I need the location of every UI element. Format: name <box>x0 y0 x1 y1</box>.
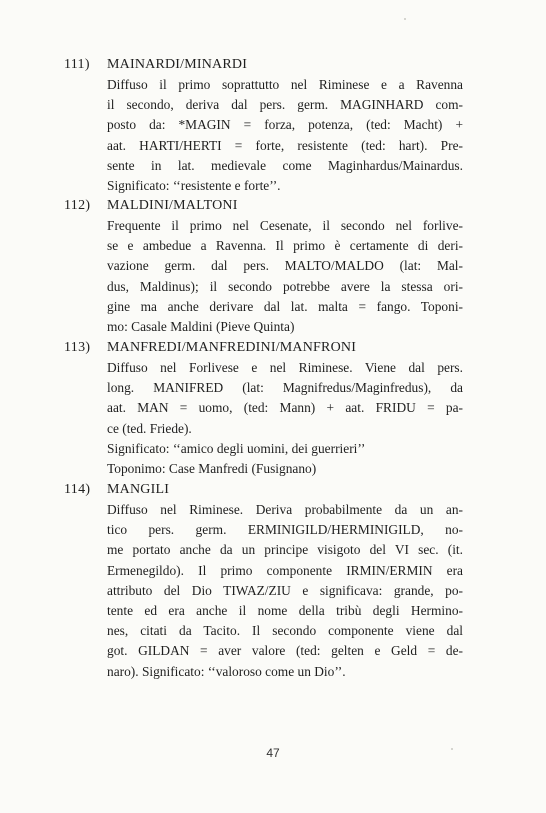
paper-speck <box>404 18 406 20</box>
entry-text-line: dus, Maldinus); il secondo potrebbe avere la stessa ori- <box>107 278 463 294</box>
entry-body <box>107 196 463 337</box>
entry-text-line: aat. MAN = uomo, (ted: Mann) + aat. FRIDU = pa- <box>107 400 463 416</box>
entry-text-line: Significato: ‘‘resistente e forte’’. <box>107 178 281 194</box>
entry-text-line: Frequente il primo nel Cesenate, il secondo nel forlive- <box>107 218 463 233</box>
entry-title: MALDINI/MALTONI <box>107 198 238 213</box>
entry-text-line: got. GILDAN = aver valore (ted: gelten e Geld = de- <box>107 643 463 659</box>
entry-text-line: long. MANIFRED (lat: Magnifredus/Maginfredus), da <box>107 380 463 396</box>
entry-number: 113) <box>64 340 91 355</box>
entry-text-line: nes, citati da Tacito. Il secondo componente viene dal <box>107 623 463 639</box>
entry-number: 114) <box>64 482 91 497</box>
entry-text-line: Ermenegildo). Il primo componente IRMIN/ERMIN era <box>107 562 463 578</box>
paper-speck <box>451 748 453 750</box>
entry-text-line: me portato anche da un principe visigoto del VI sec. (it. <box>107 542 463 558</box>
entry-body <box>107 55 463 196</box>
entry-text-line: aat. HARTI/HERTI = forte, resistente (ted: hart). Pre- <box>107 137 463 153</box>
entry-text-line: tico pers. germ. ERMINIGILD/HERMINIGILD, no- <box>107 522 463 538</box>
entry-title: MAINARDI/MINARDI <box>107 57 248 72</box>
entry-text-line: mo: Casale Maldini (Pieve Quinta) <box>107 319 295 335</box>
entry-text-line: Diffuso il primo soprattutto nel Riminese e a Ravenna <box>107 77 463 92</box>
entry-body <box>107 338 463 479</box>
page-number: 47 <box>266 746 280 760</box>
entry-number: 112) <box>64 198 91 213</box>
entry-number: 111) <box>64 57 90 72</box>
entry-text-line: sente in lat. medievale come Maginhardus/Mainardus. <box>107 157 463 173</box>
entry-text-line: il secondo, deriva dal pers. germ. MAGINHARD com- <box>107 97 463 113</box>
entry-text-line: Significato: ‘‘amico degli uomini, dei guerrieri’’ <box>107 440 366 456</box>
entry-text-line: tente ed era anche il nome della tribù degli Hermino- <box>107 603 463 619</box>
entry-text-line: vazione germ. dal pers. MALTO/MALDO (lat: Mal- <box>107 258 463 274</box>
entry-text-line: se e ambedue a Ravenna. Il primo è certamente di deri- <box>107 238 463 254</box>
entry-text-line: Diffuso nel Riminese. Deriva probabilmente da un an- <box>107 502 463 517</box>
entry-body <box>107 480 463 682</box>
entry-text-line: posto da: *MAGIN = forza, potenza, (ted: Macht) + <box>107 117 463 133</box>
entry-title: MANGILI <box>107 482 170 497</box>
entry-text-line: Diffuso nel Forlivese e nel Riminese. Viene dal pers. <box>107 360 463 375</box>
entry-title: MANFREDI/MANFREDINI/MANFRONI <box>107 340 357 355</box>
entry-text-line: naro). Significato: ‘‘valoroso come un Dio’’. <box>107 663 346 679</box>
entry-text-line: Toponimo: Case Manfredi (Fusignano) <box>107 461 317 477</box>
entry-text-line: ce (ted. Friede). <box>107 420 192 436</box>
entry-text-line: gine ma anche derivare dal lat. malta = fango. Toponi- <box>107 298 463 314</box>
entry-text-line: attributo del Dio TIWAZ/ZIU e significava: grande, po- <box>107 582 463 598</box>
